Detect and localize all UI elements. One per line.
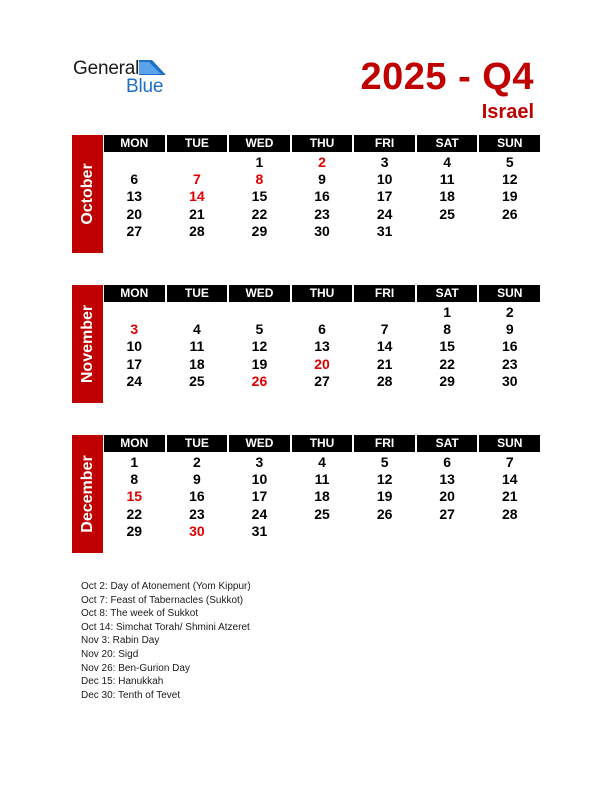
day-cell: 16 xyxy=(314,188,330,205)
day-cell: 22 xyxy=(126,505,143,522)
day-cell: 26 xyxy=(376,505,393,522)
day-cell: 24 xyxy=(251,505,268,522)
day-cell: 30 xyxy=(501,372,518,389)
holiday-item: Oct 7: Feast of Tabernacles (Sukkot) xyxy=(81,594,244,606)
month-name: December xyxy=(78,455,96,533)
day-cell: 18 xyxy=(439,188,455,205)
week-row xyxy=(104,373,540,390)
logo-text-general: General xyxy=(73,58,140,79)
day-cell: 12 xyxy=(376,471,393,488)
holiday-item: Oct 14: Simchat Torah/ Shmini Atzeret xyxy=(81,621,250,633)
day-cell: 25 xyxy=(314,505,330,522)
day-cell: 30 xyxy=(314,222,330,239)
day-cell: 19 xyxy=(376,488,393,505)
day-cell: 1 xyxy=(130,454,139,470)
day-cell: 1 xyxy=(255,154,264,170)
day-cell: 3 xyxy=(130,321,139,338)
day-cell: 21 xyxy=(376,355,393,372)
week-row xyxy=(104,171,540,188)
day-cell: 7 xyxy=(192,171,201,188)
day-cell: 27 xyxy=(314,372,330,389)
empty-day-cell xyxy=(167,154,228,171)
day-cell: 20 xyxy=(126,205,143,222)
week-row xyxy=(104,154,540,171)
weekday-label: FRI xyxy=(354,135,415,152)
empty-day-cell xyxy=(167,304,228,321)
day-cell: 15 xyxy=(126,488,143,505)
day-cell: 31 xyxy=(376,222,393,239)
empty-day-cell xyxy=(229,304,290,321)
weekday-label: SAT xyxy=(417,435,478,452)
day-cell: 6 xyxy=(130,171,139,188)
day-cell: 5 xyxy=(380,454,389,470)
weekday-label: FRI xyxy=(354,435,415,452)
weekday-header xyxy=(104,135,540,152)
day-cell: 23 xyxy=(314,205,330,222)
day-cell: 14 xyxy=(376,338,393,355)
weekday-header xyxy=(104,285,540,302)
month-tab xyxy=(72,285,103,403)
day-cell: 10 xyxy=(251,471,268,488)
day-cell: 21 xyxy=(501,488,518,505)
day-cell: 9 xyxy=(192,471,201,488)
holiday-item: Oct 2: Day of Atonement (Yom Kippur) xyxy=(81,581,251,592)
day-cell: 13 xyxy=(439,471,455,488)
day-cell: 8 xyxy=(255,171,264,188)
holiday-list xyxy=(81,580,251,702)
day-cell: 11 xyxy=(189,338,205,355)
empty-day-cell xyxy=(479,223,540,240)
logo-text-blue: Blue xyxy=(126,76,164,97)
week-row xyxy=(104,471,540,488)
day-cell: 15 xyxy=(439,338,455,355)
day-cell: 6 xyxy=(443,454,452,470)
empty-day-cell xyxy=(354,304,415,321)
weekday-label: TUE xyxy=(167,135,228,152)
day-cell: 16 xyxy=(189,488,205,505)
week-row xyxy=(104,304,540,321)
day-cell: 19 xyxy=(251,355,268,372)
day-cell: 8 xyxy=(130,471,139,488)
country-label: Israel xyxy=(481,101,534,123)
weekday-label: WED xyxy=(229,285,290,302)
day-cell: 23 xyxy=(501,355,518,372)
day-cell: 22 xyxy=(251,205,268,222)
day-cell: 16 xyxy=(501,338,518,355)
weekday-label: FRI xyxy=(354,285,415,302)
day-cell: 17 xyxy=(251,488,268,505)
holiday-item: Dec 30: Tenth of Tevet xyxy=(81,689,181,701)
day-cell: 5 xyxy=(255,321,264,338)
day-cell: 4 xyxy=(318,454,326,470)
day-cell: 25 xyxy=(439,205,455,222)
day-cell: 27 xyxy=(126,222,143,239)
day-cell: 12 xyxy=(501,171,518,188)
week-row xyxy=(104,206,540,223)
holiday-item: Oct 8: The week of Sukkot xyxy=(81,608,199,620)
day-cell: 23 xyxy=(189,505,205,522)
weekday-header xyxy=(104,435,540,452)
day-cell: 4 xyxy=(192,321,201,338)
month-name: October xyxy=(78,163,96,225)
day-cell: 22 xyxy=(439,355,455,372)
day-cell: 20 xyxy=(439,488,455,505)
day-cell: 11 xyxy=(314,471,330,488)
day-cell: 2 xyxy=(318,154,326,170)
weekday-label: SUN xyxy=(479,435,540,452)
weekday-label: SAT xyxy=(417,135,478,152)
day-cell: 3 xyxy=(255,454,264,470)
week-row xyxy=(104,523,540,540)
empty-day-cell xyxy=(354,523,415,540)
day-cell: 26 xyxy=(501,205,518,222)
holiday-item: Dec 15: Hanukkah xyxy=(81,676,164,688)
day-cell: 13 xyxy=(126,188,143,205)
day-cell: 18 xyxy=(189,355,205,372)
day-cell: 15 xyxy=(251,188,268,205)
month-tab xyxy=(72,135,103,253)
weekday-label: WED xyxy=(229,435,290,452)
day-cell: 28 xyxy=(189,222,205,239)
weekday-label: SUN xyxy=(479,285,540,302)
page-title: 2025 - Q4 xyxy=(360,56,534,98)
weekday-label: SUN xyxy=(479,135,540,152)
day-cell: 8 xyxy=(443,321,452,338)
weekday-label: MON xyxy=(104,435,165,452)
day-cell: 20 xyxy=(314,355,330,372)
day-cell: 10 xyxy=(376,171,393,188)
day-cell: 5 xyxy=(505,154,514,170)
day-cell: 29 xyxy=(251,222,268,239)
weekday-label: THU xyxy=(292,135,353,152)
weekday-label: MON xyxy=(104,135,165,152)
week-row xyxy=(104,506,540,523)
month-tab xyxy=(72,435,103,553)
empty-day-cell xyxy=(292,304,353,321)
empty-day-cell xyxy=(104,304,165,321)
day-cell: 17 xyxy=(126,355,143,372)
weekday-label: MON xyxy=(104,285,165,302)
day-cell: 3 xyxy=(380,154,389,170)
day-cell: 30 xyxy=(189,522,205,539)
day-cell: 2 xyxy=(505,304,514,320)
day-cell: 29 xyxy=(439,372,455,389)
day-cell: 19 xyxy=(501,188,518,205)
week-row xyxy=(104,488,540,505)
day-cell: 11 xyxy=(439,171,455,188)
day-cell: 4 xyxy=(443,154,452,170)
empty-day-cell xyxy=(104,154,165,171)
holiday-item: Nov 26: Ben-Gurion Day xyxy=(81,662,190,674)
empty-day-cell xyxy=(292,523,353,540)
day-cell: 24 xyxy=(376,205,393,222)
day-cell: 13 xyxy=(314,338,330,355)
generalblue-logo xyxy=(73,58,183,98)
week-row xyxy=(104,188,540,205)
day-cell: 6 xyxy=(318,321,326,338)
weekday-label: TUE xyxy=(167,285,228,302)
empty-day-cell xyxy=(417,223,478,240)
day-cell: 7 xyxy=(505,454,514,470)
day-cell: 25 xyxy=(189,372,205,389)
weekday-label: SAT xyxy=(417,285,478,302)
day-cell: 18 xyxy=(314,488,330,505)
week-row xyxy=(104,454,540,471)
logo-flag-icon xyxy=(139,60,167,78)
day-cell: 31 xyxy=(251,522,268,539)
day-cell: 28 xyxy=(376,372,393,389)
empty-day-cell xyxy=(417,523,478,540)
day-cell: 21 xyxy=(189,205,205,222)
day-cell: 12 xyxy=(251,338,268,355)
weekday-label: TUE xyxy=(167,435,228,452)
day-cell: 9 xyxy=(505,321,514,338)
week-row xyxy=(104,338,540,355)
day-cell: 10 xyxy=(126,338,143,355)
weekday-label: THU xyxy=(292,285,353,302)
week-row xyxy=(104,356,540,373)
month-name: November xyxy=(78,304,96,384)
day-cell: 26 xyxy=(251,372,268,389)
day-cell: 9 xyxy=(318,171,326,188)
day-cell: 27 xyxy=(439,505,455,522)
day-cell: 14 xyxy=(189,188,205,205)
week-row xyxy=(104,223,540,240)
holiday-item: Nov 3: Rabin Day xyxy=(81,635,160,647)
day-cell: 7 xyxy=(380,321,389,338)
day-cell: 1 xyxy=(443,304,452,320)
week-row xyxy=(104,321,540,338)
day-cell: 29 xyxy=(126,522,143,539)
day-cell: 17 xyxy=(376,188,393,205)
day-cell: 2 xyxy=(192,454,201,470)
weekday-label: WED xyxy=(229,135,290,152)
holiday-item: Nov 20: Sigd xyxy=(81,648,139,660)
day-cell: 14 xyxy=(501,471,518,488)
day-cell: 28 xyxy=(501,505,518,522)
empty-day-cell xyxy=(479,523,540,540)
day-cell: 24 xyxy=(126,372,143,389)
weekday-label: THU xyxy=(292,435,353,452)
